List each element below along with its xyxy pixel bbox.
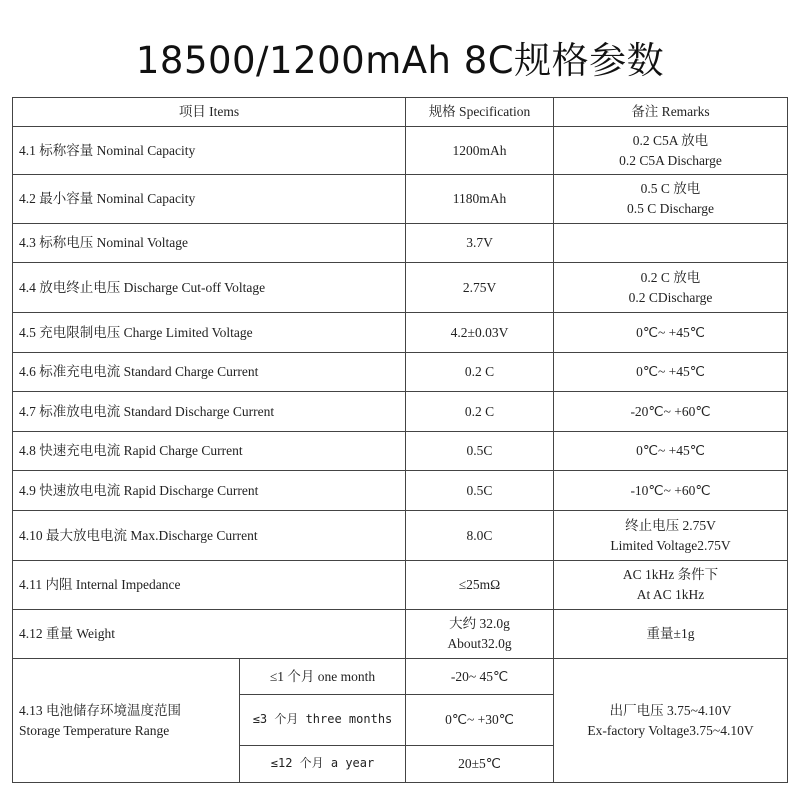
row-remarks: 0.2 C5A 放电 0.2 C5A Discharge	[554, 127, 788, 175]
row-spec: ≤25mΩ	[406, 561, 554, 610]
row-remarks: -20℃~ +60℃	[554, 392, 788, 432]
table-row	[13, 432, 788, 471]
row-spec: 0.5C	[406, 432, 554, 471]
table-header-row	[13, 98, 788, 127]
row-spec: 1180mAh	[406, 175, 554, 224]
table-row	[13, 313, 788, 353]
storage-period: ≤1 个月 one month	[240, 659, 406, 695]
row-spec: 0.2 C	[406, 392, 554, 432]
row-remarks: 0.5 C 放电 0.5 C Discharge	[554, 175, 788, 224]
table-row	[13, 127, 788, 175]
row-item: 4.11 内阻 Internal Impedance	[13, 561, 406, 610]
row-item: 4.1 标称容量 Nominal Capacity	[13, 127, 406, 175]
row-item: 4.3 标称电压 Nominal Voltage	[13, 224, 406, 263]
row-spec: 0.2 C	[406, 353, 554, 392]
row-spec: 大约 32.0g About32.0g	[406, 610, 554, 659]
storage-period: ≤12 个月 a year	[240, 746, 406, 783]
table-row	[13, 511, 788, 561]
header-items: 项目 Items	[13, 98, 406, 127]
row-remarks: 0℃~ +45℃	[554, 353, 788, 392]
row-item: 4.5 充电限制电压 Charge Limited Voltage	[13, 313, 406, 353]
storage-spec: -20~ 45℃	[406, 659, 554, 695]
row-remarks	[554, 224, 788, 263]
row-item: 4.4 放电终止电压 Discharge Cut-off Voltage	[13, 263, 406, 313]
storage-period: ≤3 个月 three months	[240, 695, 406, 746]
row-item: 4.9 快速放电电流 Rapid Discharge Current	[13, 471, 406, 511]
row-remarks: -10℃~ +60℃	[554, 471, 788, 511]
header-remarks: 备注 Remarks	[554, 98, 788, 127]
row-remarks: 0℃~ +45℃	[554, 432, 788, 471]
page-title: 18500/1200mAh 8C规格参数	[135, 39, 665, 82]
table-row	[13, 224, 788, 263]
table-row	[13, 392, 788, 432]
storage-spec: 0℃~ +30℃	[406, 695, 554, 746]
row-item: 4.7 标准放电电流 Standard Discharge Current	[13, 392, 406, 432]
table-row	[13, 471, 788, 511]
storage-item: 4.13 电池储存环境温度范围 Storage Temperature Range	[13, 659, 240, 783]
row-remarks: 终止电压 2.75V Limited Voltage2.75V	[554, 511, 788, 561]
table-row	[13, 610, 788, 659]
table-row	[13, 263, 788, 313]
row-spec: 2.75V	[406, 263, 554, 313]
row-remarks: 0.2 C 放电 0.2 CDischarge	[554, 263, 788, 313]
row-spec: 0.5C	[406, 471, 554, 511]
row-spec: 1200mAh	[406, 127, 554, 175]
row-spec: 8.0C	[406, 511, 554, 561]
storage-spec: 20±5℃	[406, 746, 554, 783]
row-remarks: 重量±1g	[554, 610, 788, 659]
row-item: 4.12 重量 Weight	[13, 610, 406, 659]
row-spec: 3.7V	[406, 224, 554, 263]
row-item: 4.6 标准充电电流 Standard Charge Current	[13, 353, 406, 392]
row-item: 4.8 快速充电电流 Rapid Charge Current	[13, 432, 406, 471]
table-row	[13, 353, 788, 392]
storage-remarks: 出厂电压 3.75~4.10V Ex-factory Voltage3.75~4.10V	[554, 659, 788, 783]
table-row	[13, 175, 788, 224]
row-spec: 4.2±0.03V	[406, 313, 554, 353]
header-specification: 规格 Specification	[406, 98, 554, 127]
table-body	[13, 127, 788, 783]
row-remarks: AC 1kHz 条件下 At AC 1kHz	[554, 561, 788, 610]
row-item: 4.10 最大放电电流 Max.Discharge Current	[13, 511, 406, 561]
row-item: 4.2 最小容量 Nominal Capacity	[13, 175, 406, 224]
row-remarks: 0℃~ +45℃	[554, 313, 788, 353]
table-row	[13, 659, 788, 695]
spec-table	[12, 97, 788, 783]
table-row	[13, 561, 788, 610]
